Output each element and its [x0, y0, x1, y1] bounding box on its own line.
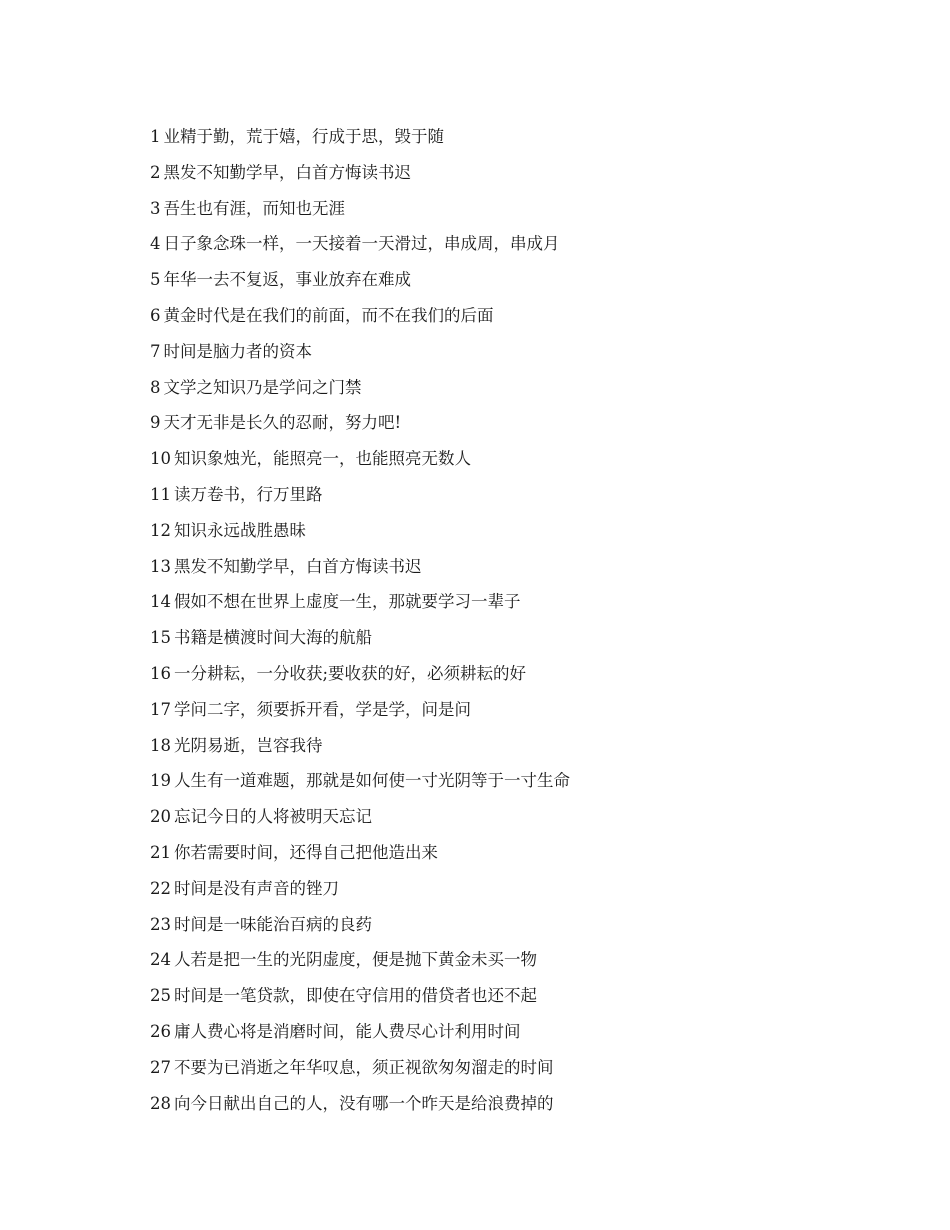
quote-line [150, 803, 570, 839]
quote-number: 13 [150, 556, 171, 576]
quote-text: 书籍是横渡时间大海的航船 [174, 628, 372, 648]
quote-text: 黑发不知勤学早，白首方悔读书迟 [163, 162, 411, 182]
quote-line [150, 875, 570, 911]
quote-number: 8 [150, 377, 161, 397]
quote-line [150, 660, 570, 696]
quote-line [150, 374, 570, 410]
quote-text: 业精于勤，荒于嬉，行成于思，毁于随 [163, 127, 444, 146]
quote-text: 向今日献出自己的人，没有哪一个昨天是给浪费掉的 [174, 1093, 554, 1113]
quote-line [150, 553, 570, 589]
quote-text: 庸人费心将是消磨时间，能人费尽心计利用时间 [174, 1021, 521, 1041]
quote-line [150, 302, 570, 338]
quote-text: 光阴易逝，岂容我待 [174, 735, 323, 755]
quote-number: 3 [150, 198, 161, 218]
quote-line [150, 1090, 570, 1126]
quote-number: 23 [150, 914, 171, 934]
quote-text: 年华一去不复返，事业放弃在难成 [163, 270, 411, 290]
quote-number: 6 [150, 305, 161, 325]
quote-line [150, 266, 570, 302]
quote-line [150, 338, 570, 374]
quote-text: 黄金时代是在我们的前面，而不在我们的后面 [163, 305, 494, 325]
quote-text: 吾生也有涯，而知也无涯 [163, 198, 345, 218]
quote-text: 忘记今日的人将被明天忘记 [174, 807, 372, 827]
quote-number: 24 [150, 950, 171, 970]
quote-line [150, 946, 570, 982]
quote-text: 不要为已消逝之年华叹息，须正视欲匆匆溜走的时间 [174, 1057, 554, 1077]
quote-number: 5 [150, 270, 161, 290]
quote-number: 18 [150, 735, 171, 755]
quote-text: 学问二字，须要拆开看，学是学，问是问 [174, 699, 471, 719]
quote-text: 读万卷书，行万里路 [174, 484, 323, 504]
quote-text: 一分耕耘，一分收获;要收获的好，必须耕耘的好 [174, 663, 527, 683]
quote-line [150, 195, 570, 231]
quote-text: 人若是把一生的光阴虚度，便是抛下黄金未买一物 [174, 950, 537, 970]
quote-list [150, 123, 570, 1125]
quote-number: 17 [150, 699, 171, 719]
quote-number: 26 [150, 1021, 171, 1041]
quote-number: 2 [150, 162, 161, 182]
quote-number: 25 [150, 986, 171, 1006]
quote-text: 时间是没有声音的锉刀 [174, 878, 339, 898]
quote-number: 28 [150, 1093, 171, 1113]
quote-number: 1 [150, 127, 161, 146]
quote-line [150, 409, 570, 445]
quote-line [150, 732, 570, 768]
quote-number: 22 [150, 878, 171, 898]
quote-text: 知识永远战胜愚昧 [174, 520, 306, 540]
quote-number: 11 [150, 484, 171, 504]
quote-text: 时间是脑力者的资本 [163, 341, 312, 361]
quote-line [150, 982, 570, 1018]
quote-text: 知识象烛光，能照亮一，也能照亮无数人 [174, 449, 471, 469]
quote-line [150, 588, 570, 624]
quote-line [150, 1054, 570, 1090]
quote-number: 7 [150, 341, 161, 361]
quote-line [150, 624, 570, 660]
quote-line [150, 159, 570, 195]
quote-line [150, 123, 570, 159]
quote-number: 14 [150, 592, 171, 612]
quote-line [150, 1018, 570, 1054]
quote-text: 假如不想在世界上虚度一生，那就要学习一辈子 [174, 592, 521, 612]
quote-number: 16 [150, 663, 171, 683]
quote-line [150, 230, 570, 266]
quote-text: 时间是一味能治百病的良药 [174, 914, 372, 934]
quote-line [150, 481, 570, 517]
quote-line [150, 767, 570, 803]
quote-text: 人生有一道难题，那就是如何使一寸光阴等于一寸生命 [174, 771, 570, 791]
quote-number: 27 [150, 1057, 171, 1077]
quote-line [150, 445, 570, 481]
quote-number: 4 [150, 234, 161, 254]
quote-number: 10 [150, 449, 171, 469]
quote-number: 19 [150, 771, 171, 791]
quote-number: 21 [150, 842, 171, 862]
quote-line [150, 517, 570, 553]
quote-line [150, 696, 570, 732]
quote-text: 文学之知识乃是学问之门禁 [163, 377, 362, 397]
quote-number: 12 [150, 520, 171, 540]
quote-line [150, 911, 570, 947]
quote-text: 天才无非是长久的忍耐，努力吧! [163, 413, 402, 433]
quote-line [150, 839, 570, 875]
quote-number: 20 [150, 807, 171, 827]
quote-number: 9 [150, 413, 161, 433]
quote-text: 时间是一笔贷款，即使在守信用的借贷者也还不起 [174, 986, 537, 1006]
quote-text: 日子象念珠一样，一天接着一天滑过，串成周，串成月 [163, 234, 560, 254]
quote-text: 黑发不知勤学早，白首方悔读书迟 [174, 556, 422, 576]
quote-text: 你若需要时间，还得自己把他造出来 [174, 842, 438, 862]
quote-number: 15 [150, 628, 171, 648]
